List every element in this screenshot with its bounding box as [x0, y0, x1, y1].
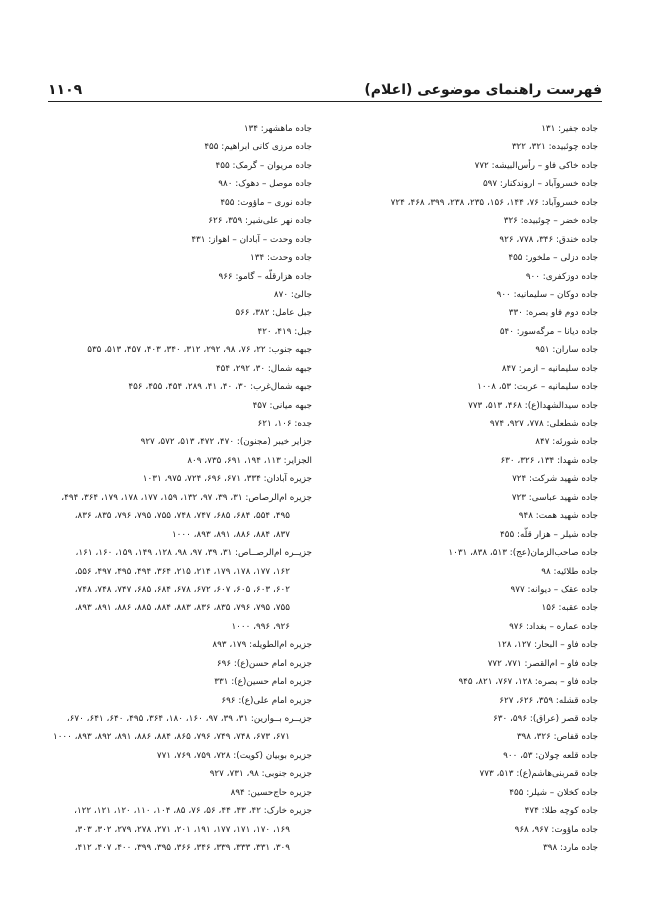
- index-entry: جاده دوم فاو بصره: ۳۳۰: [508, 308, 598, 319]
- index-entry: جزایر خیبر (مجنون): ۴۷۰، ۴۷۲، ۵۱۳، ۵۷۲، ۹۲۷: [140, 437, 312, 448]
- index-entry: جاده مارد: ۳۹۸: [543, 843, 598, 854]
- index-entry: جاده دوکان – سلیمانیه: ۹۰۰: [496, 289, 598, 300]
- index-entry: جاده چوئبیده: ۳۲۱، ۳۲۲: [511, 142, 598, 153]
- index-entry-continuation: ۶۷۱، ۶۷۳، ۷۴۸، ۷۴۹، ۷۹۶، ۸۶۵، ۸۸۴، ۸۸۶، ۸۹۱، ۸۹۲، ۸۹۳، ۱۰۰۰: [52, 732, 290, 743]
- index-entry: جاده هزارقلّه – گامو: ۹۶۶: [218, 271, 312, 282]
- index-entry: جاده ماهشهر: ۱۳۴: [243, 124, 312, 134]
- index-entry: جاده مرزی کانی ابراهیم: ۴۵۵: [204, 142, 312, 153]
- index-entry: جاده سلیمانیه – ازمر: ۸۴۷: [501, 363, 598, 374]
- index-column-right: [330, 120, 598, 858]
- index-entry: جاده شهید همت: ۹۴۸: [518, 511, 598, 522]
- index-entry: جاده خاکی فاو – رأس‌البیشه: ۷۷۲: [474, 160, 598, 171]
- index-entry: جزیــره بــوارین: ۳۱، ۳۹، ۹۷، ۱۶۰، ۱۸۰، ۳۶۴، ۴۹۵، ۶۴۰، ۶۴۱، ۶۷۰،: [66, 714, 312, 724]
- index-entry: جاده دزلی – ملخور: ۴۵۵: [508, 253, 598, 264]
- index-entry: جاده شهید عباسی: ۷۲۳: [511, 492, 598, 503]
- index-entry: جبهه شمال: ۳۰، ۲۹۲، ۴۵۴: [215, 363, 312, 374]
- index-entry: جاده ساران: ۹۵۱: [535, 345, 598, 356]
- running-title: فهرست راهنمای موضوعی (اعلام): [364, 82, 602, 98]
- index-entry: جزیره امام علی(ع): ۶۹۶: [221, 695, 312, 706]
- index-entry: جاده شطعلی: ۷۷۸، ۹۲۷، ۹۷۴: [489, 419, 598, 429]
- index-entry-continuation: ۶۰۲، ۶۰۳، ۶۰۵، ۶۰۷، ۶۷۲، ۶۷۸، ۶۸۴، ۶۸۵، ۷۴۷، ۷۴۸، ۷۴۸،: [74, 584, 290, 595]
- index-entry: جاده کوچه طلا: ۴۷۴: [524, 806, 598, 817]
- index-entry: جاده وحدت: ۱۳۴: [250, 253, 312, 264]
- index-entry: جاده فاو – البحار: ۱۲۷، ۱۲۸: [497, 640, 598, 651]
- index-entry: جاده دوزکفری: ۹۰۰: [525, 271, 598, 282]
- index-entry-continuation: ۷۵۵، ۷۹۵، ۷۹۶، ۸۳۵، ۸۳۶، ۸۸۳، ۸۸۴، ۸۸۵، ۸۸۶، ۸۹۱، ۸۹۳،: [74, 603, 290, 614]
- index-entry: جاده موصل – دهوک: ۹۸۰: [218, 179, 312, 190]
- index-entry-continuation: ۹۲۶، ۹۹۶، ۱۰۰۰: [231, 621, 290, 632]
- index-entry-continuation: ۴۹۵، ۵۵۴، ۶۸۴، ۶۸۵، ۷۴۷، ۷۴۸، ۷۵۵، ۷۹۵، ۷۹۶، ۸۳۵، ۸۳۶،: [74, 511, 290, 522]
- index-entry-continuation: ۱۶۹، ۱۷۰، ۱۷۱، ۱۷۷، ۱۹۱، ۲۰۱، ۲۷۱، ۲۷۸، ۲۷۹، ۳۰۲، ۳۰۳،: [74, 824, 290, 835]
- index-entry: جاده طلائیه: ۹۸: [541, 566, 598, 577]
- index-entry: جاده کخلان – شیلر: ۴۵۵: [509, 787, 598, 798]
- index-entry-continuation: ۸۳۷، ۸۸۴، ۸۸۶، ۸۹۱، ۸۹۳، ۱۰۰۰: [171, 529, 290, 540]
- index-entry: جزیره آبادان: ۳۳۴، ۶۷۱، ۶۹۶، ۷۲۴، ۹۷۵، ۱۰۳۱: [142, 474, 312, 485]
- index-entry: جاده فاو – بصره: ۱۲۸، ۷۶۷، ۸۲۱، ۹۴۵: [458, 677, 598, 688]
- index-entry: جزیره ام‌الرصاص: ۳۱، ۳۹، ۹۷، ۱۳۲، ۱۵۹، ۱۷۷، ۱۷۸، ۱۷۹، ۳۶۴، ۴۹۴،: [61, 492, 312, 503]
- index-entry: جاده نهر علی‌شیر: ۳۵۹، ۶۲۶: [208, 216, 312, 227]
- index-entry: جاده خضر – چوئبیده: ۳۲۶: [503, 216, 598, 227]
- index-entry: جاده جفیر: ۱۳۱: [541, 124, 598, 134]
- index-entry: جاده مریوان – گرمک: ۴۵۵: [215, 160, 312, 171]
- index-entry: جالئ: ۸۷۰: [273, 289, 312, 300]
- index-entry: جزیره بوبیان (کویت): ۷۲۸، ۷۵۹، ۷۶۹، ۷۷۱: [156, 750, 312, 761]
- index-entry: جاده قمربنی‌هاشم(ع): ۵۱۳، ۷۷۳: [479, 769, 598, 780]
- index-entry: جاده قصر (عراق): ۵۹۶، ۶۳۰: [493, 714, 598, 724]
- index-entry: جبل: ۴۱۹، ۴۲۰: [257, 326, 312, 337]
- index-entry: جاده نوری – ماؤوت: ۴۵۵: [220, 197, 312, 208]
- index-entry: جاده عماره – بغداد: ۹۷۶: [509, 621, 598, 632]
- index-entry: جاده خسروآباد: ۷۶، ۱۴۴، ۱۵۶، ۲۳۵، ۲۳۸، ۳۹۹، ۴۶۸، ۷۲۴: [390, 197, 598, 208]
- index-entry: جاده سیدالشهدا(ع): ۴۶۸، ۵۱۳، ۷۷۳: [468, 400, 598, 411]
- index-entry: جاده فاو – ام‌القصر: ۷۷۱، ۷۷۲: [487, 658, 598, 669]
- index-entry: جاده سلیمانیه – عربت: ۵۳، ۱۰۰۸: [477, 382, 598, 393]
- index-entry: جاده وحدت – آبادان – اهواز: ۴۳۱: [191, 234, 312, 245]
- index-entry-continuation: ۳۰۹، ۳۳۱، ۳۳۳، ۳۳۹، ۳۴۶، ۳۶۶، ۳۹۵، ۳۹۹، ۴۰۰، ۴۰۷، ۴۱۲،: [74, 843, 290, 854]
- index-entry: جزیره خارک: ۴۲، ۴۳، ۴۴، ۵۶، ۷۶، ۸۵، ۱۰۴، ۱۱۰، ۱۲۰، ۱۲۱، ۱۲۲،: [74, 806, 312, 817]
- index-entry: جاده قشله: ۳۵۹، ۶۲۶، ۶۲۷: [499, 695, 598, 706]
- index-entry: جده: ۱۰۶، ۶۲۱: [257, 419, 312, 429]
- index-entry: جاده خسروآباد – اروندکنار: ۵۹۷: [482, 179, 598, 190]
- index-entry: جاده قلعه چولان: ۵۳، ۹۰۰: [503, 750, 598, 761]
- index-entry: جبهه جنوب: ۲۲، ۷۶، ۹۸، ۲۹۲، ۳۱۲، ۳۴۰، ۴۰۳، ۴۵۷، ۵۱۳، ۵۳۵: [87, 345, 312, 356]
- index-entry: جاده شورئه: ۸۴۷: [535, 437, 598, 448]
- index-entry: جاده شهید شرکت: ۷۲۴: [512, 474, 598, 485]
- index-entry-continuation: ۱۶۲، ۱۷۷، ۱۷۸، ۱۷۹، ۲۱۴، ۲۱۵، ۳۶۴، ۴۹۴، ۴۹۵، ۴۹۷، ۵۵۶،: [74, 566, 290, 577]
- page-header: [48, 76, 602, 98]
- index-entry: جزیره جنوبی: ۹۸، ۷۳۱، ۹۲۷: [209, 769, 312, 780]
- index-entry: جبهه شمال‌غرب: ۳۰، ۴۰، ۴۱، ۲۸۹، ۴۵۴، ۴۵۵، ۴۵۶: [128, 382, 312, 393]
- index-entry: جاده شهدا: ۱۳۴، ۳۲۶، ۶۳۰: [500, 455, 598, 466]
- index-entry: جاده دیانا – مرگه‌سور: ۵۴۰: [499, 326, 598, 337]
- index-entry: جاده عقک – دیوانه: ۹۷۷: [510, 584, 598, 595]
- index-entry: جاده خندق: ۳۴۶، ۷۷۸، ۹۲۶: [499, 234, 598, 245]
- index-entry: جزیــره ام‌الرصــاص: ۳۱، ۳۹، ۹۷، ۹۸، ۱۲۸، ۱۴۹، ۱۵۹، ۱۶۰، ۱۶۱،: [75, 548, 312, 559]
- index-entry: جزیره حاج‌حسین: ۸۹۴: [230, 787, 312, 798]
- page-number: ۱۱۰۹: [48, 82, 83, 98]
- header-rule: [48, 101, 602, 102]
- index-entry: جاده ماؤوت: ۹۶۷، ۹۶۸: [514, 824, 598, 835]
- index-column-left: [50, 120, 312, 858]
- index-entry: جزیره ام‌الطویله: ۱۷۹، ۸۹۳: [212, 640, 312, 651]
- index-entry: جزیره امام حسن(ع): ۶۹۶: [216, 658, 312, 669]
- index-entry: جاده قفاص: ۳۲۶، ۳۹۸: [516, 732, 598, 743]
- index-entry: جاده صاحب‌الزمان(عج): ۵۱۳، ۸۳۸، ۱۰۳۱: [448, 548, 598, 559]
- index-entry: جزیره امام حسین(ع): ۳۳۱: [214, 677, 312, 688]
- index-entry: الجزایر: ۱۱۳، ۱۹۴، ۶۹۱، ۷۳۵، ۸۰۹: [187, 455, 312, 466]
- index-entry: جبل عامل: ۳۸۲، ۵۶۶: [235, 308, 312, 319]
- index-entry: جاده شیلر – هزار قلّه: ۴۵۵: [500, 529, 598, 540]
- index-entry: جبهه میانی: ۴۵۷: [252, 400, 312, 411]
- index-entry: جاده عقبه: ۱۵۶: [541, 603, 598, 614]
